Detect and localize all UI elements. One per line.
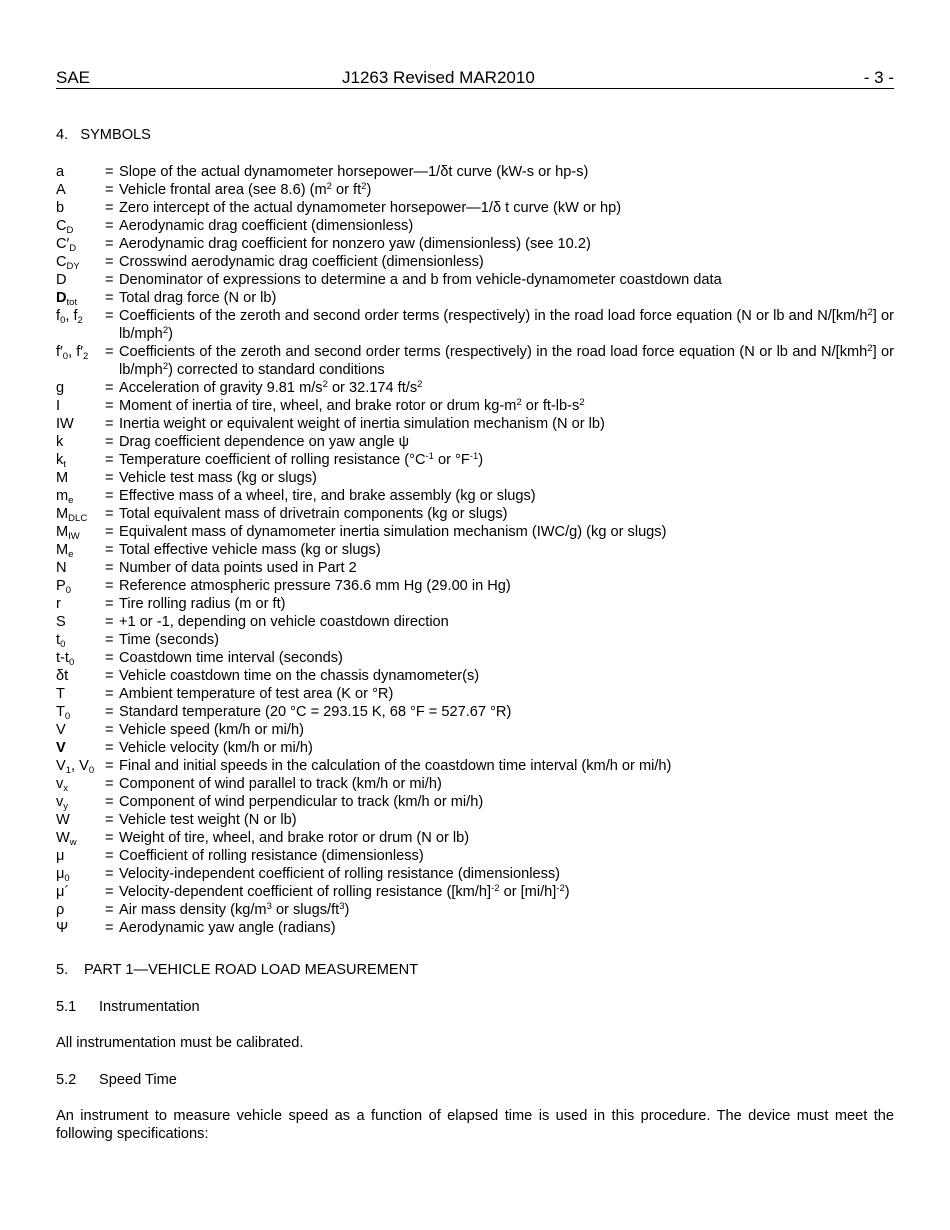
symbol-term: μ — [56, 848, 65, 864]
symbol-definition: = Moment of inertia of tire, wheel, and brake rotor or drum $kg-m^2$ or $ft-lb-s^2$ — [105, 397, 585, 414]
symbol-row — [56, 559, 894, 577]
symbol-row — [56, 811, 894, 829]
symbol-term: $t-t_0$ — [56, 650, 75, 668]
symbol-row — [56, 541, 894, 559]
symbol-row — [56, 901, 894, 919]
symbol-row — [56, 379, 894, 397]
symbol-row — [56, 595, 894, 613]
symbol-term: g — [56, 380, 65, 396]
symbol-term: b — [56, 200, 65, 216]
symbol-row — [56, 505, 894, 523]
symbol-definition: = Effective mass of a wheel, tire, and brake assembly (kg or slugs) — [105, 488, 536, 504]
symbol-term: IW — [56, 416, 74, 432]
symbol-term: $T_0$ — [56, 704, 71, 722]
symbol-definition: = Equivalent mass of dynamometer inertia simulation mechanism (IWC/g) (kg or slugs) — [105, 524, 667, 540]
symbol-row — [56, 235, 894, 253]
symbol-row — [56, 397, 894, 415]
symbol-definition: = Vehicle speed (km/h or mi/h) — [105, 722, 304, 738]
symbol-row — [56, 181, 894, 199]
symbol-row — [56, 469, 894, 487]
symbol-definition: = Vehicle frontal area (see 8.6) ($m^2$ or $ft^2$) — [105, 181, 372, 198]
symbol-row — [56, 577, 894, 595]
section-5-1-body: All instrumentation must be calibrated. — [56, 1035, 304, 1051]
symbol-definition: = Tire rolling radius (m or ft) — [105, 596, 286, 612]
section-5-2-body: An instrument to measure vehicle speed as a function of elapsed time is used in this procedure. The device must meet the following specifications: — [56, 1108, 894, 1142]
symbol-definition: = Component of wind perpendicular to track (km/h or mi/h) — [105, 794, 484, 810]
symbol-row — [56, 757, 894, 775]
symbol-definition: = Total effective vehicle mass (kg or slugs) — [105, 542, 381, 558]
symbol-term: $k_t$ — [56, 452, 66, 470]
symbol-term: r — [56, 596, 61, 612]
symbol-term: $C_D$ — [56, 218, 74, 236]
symbol-definition: = Air mass density ($kg/m^3$ or slugs/$ft^3$) — [105, 901, 350, 918]
symbol-definition: = Vehicle velocity (km/h or mi/h) — [105, 740, 313, 756]
symbol-definition: = Vehicle coastdown time on the chassis dynamometer(s) — [105, 668, 480, 684]
symbol-term: $t_0$ — [56, 632, 66, 650]
symbol-term: $M_{IW}$ — [56, 524, 80, 542]
section-5-2-heading: 5.2 Speed Time — [56, 1072, 177, 1088]
symbols-list — [56, 163, 894, 937]
symbol-term: μ´ — [56, 884, 70, 900]
symbol-term: $M_e$ — [56, 542, 74, 560]
symbol-definition: = Number of data points used in Part 2 — [105, 560, 357, 576]
symbol-term: $f'_0$, $f'_2$ — [56, 344, 89, 362]
symbol-definition: = Ambient temperature of test area (K or °R) — [105, 686, 394, 702]
symbol-term: N — [56, 560, 67, 576]
symbol-term: $C_{DY}$ — [56, 254, 80, 272]
symbol-row — [56, 631, 894, 649]
symbol-term: $D_{tot}$ — [56, 290, 78, 308]
symbol-row — [56, 685, 894, 703]
symbol-definition: = Crosswind aerodynamic drag coefficient (dimensionless) — [105, 254, 484, 270]
symbol-definition: = Coefficients of the zeroth and second order terms (respectively) in the road load force equation (N or lb and $N/[km/h^2]$ or lb/mph$^2$) — [105, 307, 894, 342]
header-doc-id: J1263 Revised MAR2010 — [342, 68, 535, 87]
symbol-definition: = Denominator of expressions to determine a and b from vehicle-dynamometer coastdown data — [105, 272, 722, 288]
symbol-row — [56, 775, 894, 793]
symbol-row — [56, 847, 894, 865]
symbol-definition: = Component of wind parallel to track (km/h or mi/h) — [105, 776, 442, 792]
symbol-definition: = Total equivalent mass of drivetrain components (kg or slugs) — [105, 506, 508, 522]
symbol-row — [56, 271, 894, 289]
symbol-term: $M_{DLC}$ — [56, 506, 88, 524]
symbol-row — [56, 163, 894, 181]
symbol-definition: = Aerodynamic yaw angle (radians) — [105, 920, 336, 936]
symbol-definition: = Standard temperature (20 °C = 293.15 K, 68 °F = 527.67 °R) — [105, 704, 512, 720]
symbol-row — [56, 289, 894, 307]
symbol-row — [56, 451, 894, 469]
header-org: SAE — [56, 68, 91, 87]
symbol-term: M — [56, 470, 69, 486]
page-header — [56, 68, 894, 89]
symbol-term: $\mu_0$ — [56, 866, 70, 884]
symbol-row — [56, 523, 894, 541]
symbol-definition: = Velocity-dependent coefficient of rolling resistance ($[km/h]^{-2}$ or $[mi/h]^{-2}$) — [105, 883, 570, 900]
symbol-definition: = Drag coefficient dependence on yaw angle ψ — [105, 434, 410, 450]
symbol-definition: = Velocity-independent coefficient of rolling resistance (dimensionless) — [105, 866, 561, 882]
symbol-term: Ψ — [56, 920, 69, 936]
symbol-term: D — [56, 272, 67, 288]
symbol-term: a — [56, 164, 65, 180]
symbol-term: S — [56, 614, 66, 630]
symbol-term: $P_0$ — [56, 578, 72, 596]
symbol-term: W — [56, 812, 70, 828]
symbol-row — [56, 793, 894, 811]
symbol-row — [56, 487, 894, 505]
symbol-definition: = Weight of tire, wheel, and brake rotor or drum (N or lb) — [105, 830, 470, 846]
symbol-definition: = Total drag force (N or lb) — [105, 290, 277, 306]
symbol-row — [56, 667, 894, 685]
symbol-term: $f_0$, $f_2$ — [56, 308, 83, 326]
symbol-definition: = Time (seconds) — [105, 632, 220, 648]
symbol-definition: = Final and initial speeds in the calculation of the coastdown time interval (km/h or mi/h) — [105, 758, 672, 774]
symbol-term: $W_w$ — [56, 830, 77, 848]
symbol-row — [56, 739, 894, 757]
symbol-definition: = Inertia weight or equivalent weight of inertia simulation mechanism (N or lb) — [105, 416, 605, 432]
symbol-row — [56, 865, 894, 883]
symbol-term: I — [56, 398, 61, 414]
symbol-term: $V_1$, $V_0$ — [56, 758, 95, 776]
symbol-definition: = Slope of the actual dynamometer horsepower—1/δt curve (kW-s or hp-s) — [105, 164, 589, 180]
symbol-row — [56, 199, 894, 217]
symbol-row — [56, 613, 894, 631]
header-page-number: - 3 - — [863, 68, 894, 87]
symbol-row — [56, 703, 894, 721]
symbol-row — [56, 343, 894, 379]
symbol-definition: = Reference atmospheric pressure 736.6 mm Hg (29.00 in Hg) — [105, 578, 511, 594]
symbol-row — [56, 253, 894, 271]
symbol-term: δt — [56, 668, 69, 684]
symbol-row — [56, 649, 894, 667]
symbol-term: T — [56, 686, 65, 702]
document-page — [56, 68, 894, 1142]
symbol-term: V — [56, 740, 66, 756]
symbol-definition: = Temperature coefficient of rolling resistance ($^\circ C^{-1}$ or $^\circ F^{-1}$) — [105, 451, 484, 468]
symbol-definition: = Coefficient of rolling resistance (dimensionless) — [105, 848, 424, 864]
symbol-term: A — [56, 182, 66, 198]
symbol-definition: = Aerodynamic drag coefficient for nonzero yaw (dimensionless) (see 10.2) — [105, 236, 591, 252]
section-5-1-heading: 5.1 Instrumentation — [56, 999, 200, 1015]
symbol-row — [56, 307, 894, 343]
symbol-term: ρ — [56, 902, 65, 918]
symbol-definition: = Aerodynamic drag coefficient (dimensionless) — [105, 218, 414, 234]
symbol-row — [56, 883, 894, 901]
symbol-term: $m_e$ — [56, 488, 74, 506]
symbol-term: V — [56, 722, 66, 738]
symbol-definition: = Acceleration of gravity 9.81 $m/s^2$ or 32.174 $ft/s^2$ — [105, 379, 423, 396]
symbol-definition: = Vehicle test mass (kg or slugs) — [105, 470, 317, 486]
symbol-row — [56, 415, 894, 433]
symbol-term: k — [56, 434, 64, 450]
symbol-row — [56, 829, 894, 847]
symbol-row — [56, 919, 894, 937]
symbol-definition: = Zero intercept of the actual dynamometer horsepower—1/δ t curve (kW or hp) — [105, 200, 622, 216]
symbol-term: $v_y$ — [56, 794, 69, 812]
symbol-term: $C'_D$ — [56, 236, 77, 254]
symbol-row — [56, 721, 894, 739]
symbol-definition: = Vehicle test weight (N or lb) — [105, 812, 297, 828]
symbol-definition: = Coastdown time interval (seconds) — [105, 650, 343, 666]
section-4-heading: 4. SYMBOLS — [56, 127, 151, 143]
symbol-row — [56, 217, 894, 235]
symbol-definition: = +1 or -1, depending on vehicle coastdown direction — [105, 614, 449, 630]
symbol-row — [56, 433, 894, 451]
symbol-definition: = Coefficients of the zeroth and second order terms (respectively) in the road load force equation (N or lb and N/[kmh$^2$] or lb/mph$^2$) corrected to standard conditions — [105, 343, 894, 378]
symbol-term: $v_x$ — [56, 776, 69, 794]
section-5-heading: 5. PART 1—VEHICLE ROAD LOAD MEASUREMENT — [56, 962, 419, 978]
